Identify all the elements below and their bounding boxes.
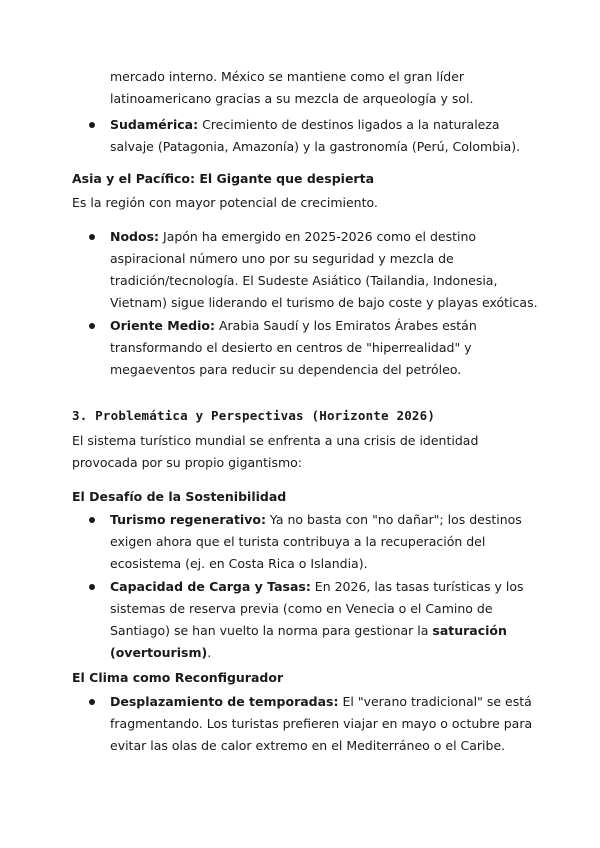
list-item [72,576,542,664]
list-item [72,691,542,757]
list-item [72,509,542,575]
bullet-dot-icon [89,584,95,590]
bullet-term: Capacidad de Carga y Tasas: [110,579,311,594]
bullet-list-asia [72,226,542,382]
bullet-text: Japón ha emergido en 2025-2026 como el destino aspiracional número uno por su seguridad y mezcla de tradición/tecnología. El Sudeste Asiático (Tailandia, Indonesia, Vietnam) sigue liderando el turismo de bajo coste y playas exóticas. [110,229,538,310]
bold-term: saturación (overtourism) [110,623,507,660]
bullet-list-sostenibilidad [72,509,542,665]
bullet-term: Sudamérica: [110,117,199,132]
bullet-text: Arabia Saudí y los Emiratos Árabes están transformando el desierto en centros de "hiperrealidad" y megaeventos para reducir su dependencia del petróleo. [110,318,477,377]
list-item [72,226,542,314]
bullet-term: Nodos: [110,229,160,244]
asia-intro: Es la región con mayor potencial de crecimiento. [72,195,378,210]
bullet-term: Oriente Medio: [110,318,215,333]
bullet-text: El "verano tradicional" se está fragmentando. Los turistas prefieren viajar en mayo o octubre para evitar las olas de calor extremo en el Mediterráneo o el Caribe. [110,694,533,753]
bullet-dot-icon [89,122,95,128]
list-item [72,114,542,158]
list-item [72,315,542,381]
section-heading: 3. Problemática y Perspectivas (Horizonte 2026) [72,408,436,423]
heading-clima: El Clima como Reconfigurador [72,670,284,685]
bullet-text: Ya no basta con "no dañar"; los destinos exigen ahora que el turista contribuya a la recuperación del ecosistema (ej. en Costa Rica o Islandia). [110,512,522,571]
bullet-list-clima [72,691,542,758]
bullet-dot-icon [89,234,95,240]
section-intro: El sistema turístico mundial se enfrenta a una crisis de identidad provocada por su propio gigantismo: [72,433,479,470]
bullet-list-sudamerica [72,114,542,159]
bullet-term: Desplazamiento de temporadas: [110,694,339,709]
bullet-text: Crecimiento de destinos ligados a la naturaleza salvaje (Patagonia, Amazonía) y la gastronomía (Perú, Colombia). [110,117,521,154]
sentence-end: . [207,645,212,660]
continuation-paragraph: mercado interno. México se mantiene como el gran líder latinoamericano gracias a su mezcla de arqueología y sol. [110,69,474,106]
bullet-text: En 2026, las tasas turísticas y los sistemas de reserva previa (como en Venecia o el Camino de Santiago) se han vuelto la norma para gestionar la [110,579,524,638]
heading-asia: Asia y el Pacífico: El Gigante que despierta [72,171,375,186]
heading-sostenibilidad: El Desafío de la Sostenibilidad [72,489,287,504]
bullet-dot-icon [89,699,95,705]
bullet-term: Turismo regenerativo: [110,512,266,527]
bullet-dot-icon [89,517,95,523]
bullet-dot-icon [89,323,95,329]
